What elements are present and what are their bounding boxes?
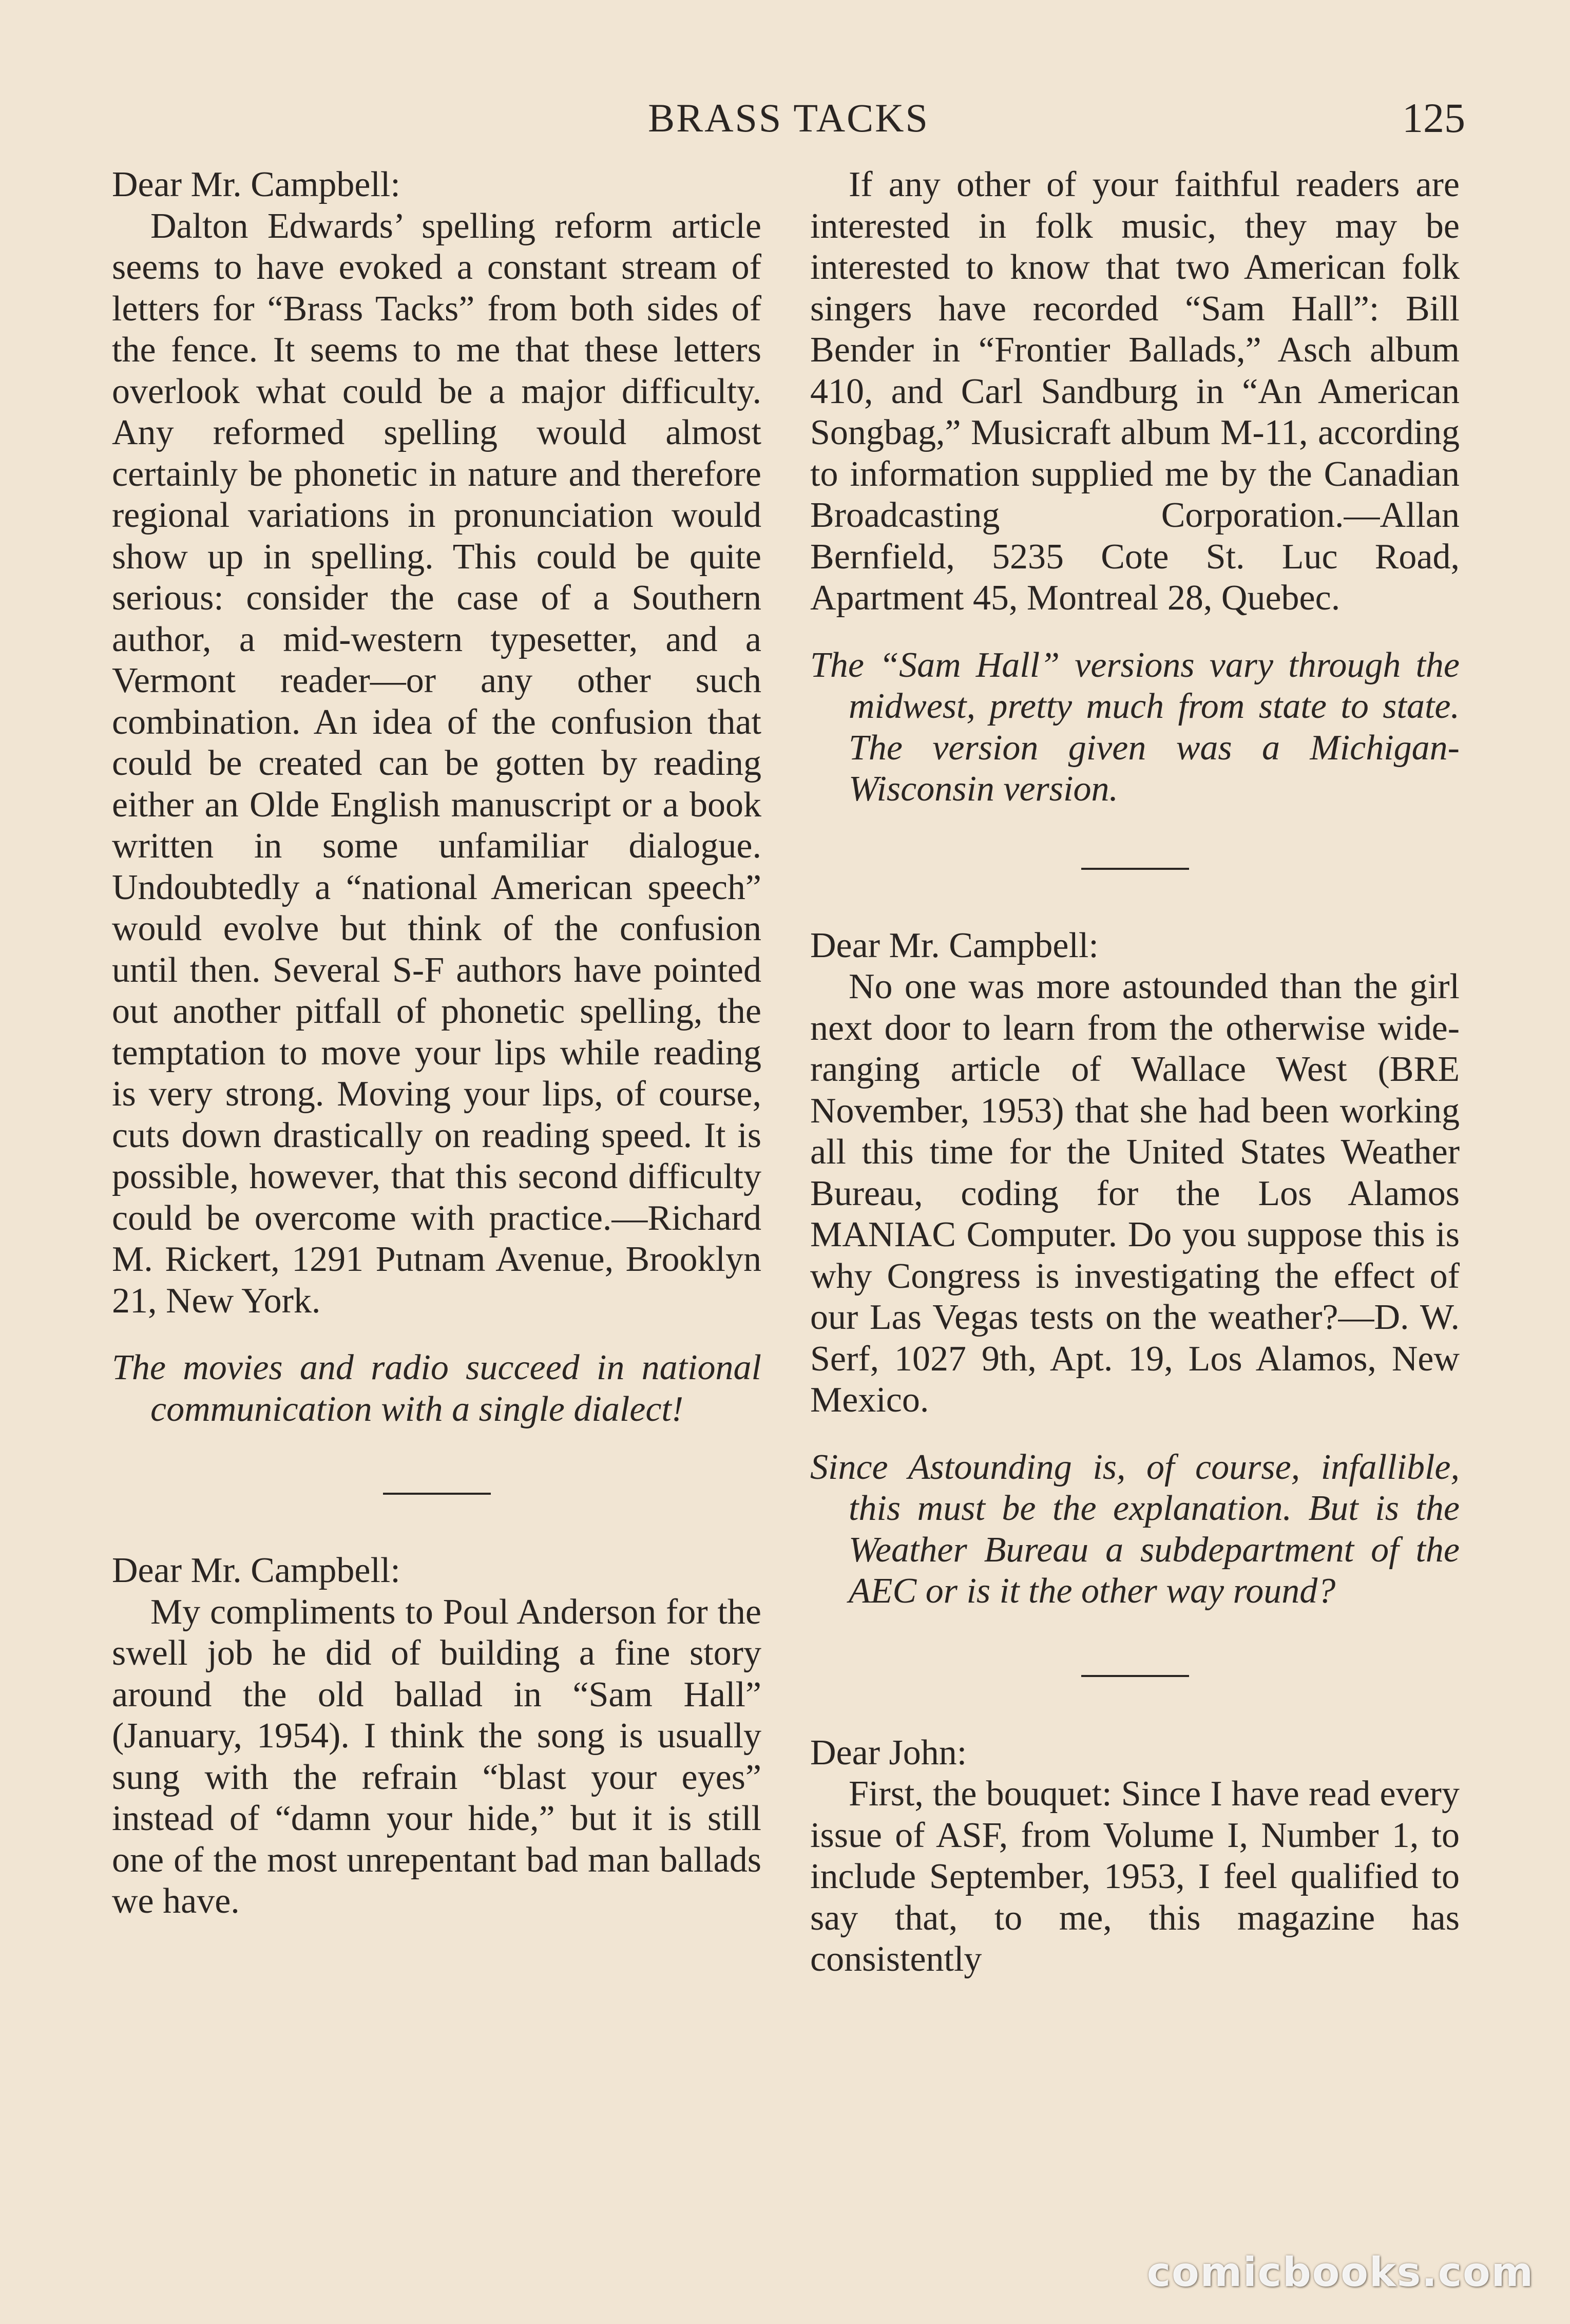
letter-bernfield-start [112, 1550, 761, 1922]
letter-serf [810, 925, 1460, 1612]
page-header [112, 90, 1465, 146]
left-column [112, 164, 761, 1922]
site-watermark: comicbooks.com [1146, 2250, 1534, 2296]
letter-salutation: Dear Mr. Campbell: [112, 165, 400, 204]
letter-body: Dalton Edwards’ spelling reform article seems to have evoked a constant stream of letters for “Brass Tacks” from both sides of the fence. It seems to me that these letters overlook what could be a major difficulty. Any reformed spelling would almost certainly be phonetic in nature and therefore regional variations in pronunciation would show up in spelling. This could be quite serious: consider the case of a Southern author, a mid-western typesetter, and a Vermont reader—or any other such combination. An idea of the confusion that could be created can be gotten by reading either an Olde English manuscript or a book written in some unfamiliar dialogue. Undoubtedly a “national American speech” would evolve but think of the confusion until then. Several S-F authors have pointed out another pitfall of phonetic spelling, the temptation to move your lips while reading is very strong. Moving your lips, of course, cuts down drastically on reading speed. It is possible, however, that this second difficulty could be overcome with practice.—Richard M. Rickert, 1291 Putnam Avenue, Brooklyn 21, New York. [112, 206, 761, 1321]
running-head: BRASS TACKS [648, 96, 929, 140]
letter-rickert [112, 164, 761, 1430]
letter-body: If any other of your faithful readers are interested in folk music, they may be interested to know that two American folk singers have recorded “Sam Hall”: Bill Bender in “Frontier Ballads,” Asch album 410, and Carl Sandburg in “An American Songbag,” Musicraft album M-11, according to information supplied me by the Canadian Broadcasting Corporation.—Allan Bernfield, 5235 Cote St. Luc Road, Apartment 45, Montreal 28, Quebec. [810, 165, 1460, 618]
editor-reply: The “Sam Hall” versions vary through the midwest, pretty much from state to state. The version given was a Michigan-Wisconsin version. [810, 645, 1460, 809]
letter-body: My compliments to Poul Anderson for the swell job he did of building a fine story around the old ballad in “Sam Hall” (January, 1954). I think the song is usually sung with the refrain “blast your eyes” instead of “damn your hide,” but it is still one of the most unrepentant bad man ballads we have. [112, 1592, 761, 1921]
letter-salutation: Dear Mr. Campbell: [810, 925, 1099, 965]
letter-salutation: Dear John: [810, 1732, 967, 1773]
letter-salutation: Dear Mr. Campbell: [112, 1551, 400, 1590]
letter-body: First, the bouquet: Since I have read every issue of ASF, from Volume I, Number 1, to include September, 1953, I feel qualified to say that, to me, this magazine has consistently [810, 1774, 1460, 1979]
editor-reply: The movies and radio succeed in national communication with a single dialect! [112, 1348, 761, 1429]
right-column [810, 164, 1460, 1980]
page-number: 125 [1402, 94, 1465, 141]
editor-reply: Since Astounding is, of course, infallible, this must be the explanation. But is the Weather Bureau a subdepartment of the AEC or is it the other way round? [810, 1447, 1460, 1611]
letter-bernfield-continued [810, 164, 1460, 810]
letter-john [810, 1732, 1460, 1980]
letter-body: No one was more astounded than the girl next door to learn from the otherwise wide-ranging article of Wallace West (BRE November, 1953) that she had been working all this time for the United States Weather Bureau, coding for the Los Alamos MANIAC Computer. Do you suppose this is why Congress is investigating the effect of our Las Vegas tests on the weather?—D. W. Serf, 1027 9th, Apt. 19, Los Alamos, New Mexico. [810, 967, 1460, 1420]
